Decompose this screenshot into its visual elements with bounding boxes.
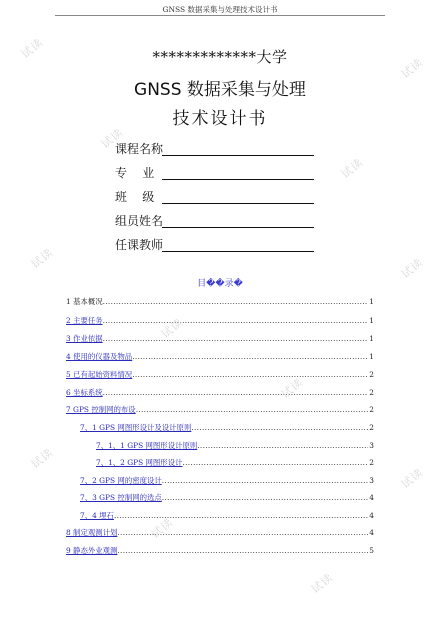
toc-entry[interactable]	[96, 457, 374, 469]
toc-entry[interactable]	[66, 296, 374, 308]
toc-entry-label: 7、4 埋石	[80, 511, 114, 520]
toc-entry[interactable]	[80, 475, 374, 487]
field-course-name	[115, 137, 320, 161]
field-teacher	[115, 233, 320, 257]
header-rule	[55, 15, 385, 16]
toc-entry[interactable]	[66, 404, 374, 416]
watermark: 试读	[278, 375, 306, 402]
toc-entry-label: 7、1、1 GPS 网图形设计原则	[96, 441, 198, 450]
field-major	[115, 161, 320, 185]
field-members	[115, 209, 320, 233]
field-label: 班 级	[115, 190, 155, 204]
toc-entry-label: 1 基本概况	[66, 297, 103, 306]
toc-entry[interactable]	[66, 387, 374, 399]
field-class	[115, 185, 320, 209]
toc-entry-page: 3	[369, 476, 374, 485]
toc-entry-page: 4	[369, 493, 374, 502]
toc-entry-page: 3	[369, 441, 374, 450]
toc-entry[interactable]	[80, 492, 374, 504]
toc-entry-label: 6 坐标系统	[66, 388, 103, 397]
toc-entry[interactable]	[66, 527, 374, 539]
watermark: 试读	[148, 515, 176, 542]
toc-entry-label: 2 主要任务	[66, 316, 103, 325]
toc-entry-page: 4	[369, 511, 374, 520]
toc-entry-label: 9 静态外业观测	[66, 546, 118, 555]
running-header: GNSS 数据采集与处理技术设计书	[162, 5, 278, 14]
toc-entry-label: 7、2 GPS 网的密度设计	[80, 476, 162, 485]
document-title-line1: GNSS 数据采集与处理	[134, 80, 306, 100]
toc-entry[interactable]	[66, 369, 374, 381]
toc-entry[interactable]	[66, 315, 374, 327]
field-blank-line	[162, 251, 314, 252]
document-title-line2: 技术设计书	[172, 109, 268, 129]
cover-info-form	[115, 137, 320, 257]
field-blank-line	[162, 155, 314, 156]
toc-entry-label: 7、1、2 GPS 网图形设计	[96, 458, 183, 467]
toc-entry-label: 4 使用的仪器及物品	[66, 352, 133, 361]
watermark: 试读	[28, 445, 56, 472]
watermark: 试读	[98, 125, 126, 152]
toc-entry-label: 7、3 GPS 控制网的选点	[80, 493, 162, 502]
toc-entry-label: 7、1 GPS 网图形设计及设计原则	[80, 423, 192, 432]
toc-entry[interactable]	[80, 510, 374, 522]
field-label: 课程名称	[115, 142, 164, 156]
watermark: 试读	[158, 315, 186, 342]
watermark: 试读	[398, 255, 426, 282]
toc-entry[interactable]	[96, 440, 374, 452]
watermark: 试读	[338, 155, 366, 182]
toc-entry-page: 1	[369, 334, 374, 343]
toc-entry-label: 8 制定观测计划	[66, 528, 118, 537]
toc-entry-page: 2	[369, 388, 374, 397]
watermark: 试读	[18, 35, 46, 62]
toc-entry[interactable]	[66, 333, 374, 345]
field-blank-line	[162, 203, 314, 204]
toc-entry-label: 7 GPS 控制网的布设	[66, 405, 136, 414]
field-blank-line	[162, 179, 314, 180]
toc-entry-page: 1	[369, 352, 374, 361]
toc-title: 目��录�	[197, 279, 243, 289]
toc-entry-page: 1	[369, 316, 374, 325]
toc-entry[interactable]	[66, 545, 374, 557]
field-label: 专 业	[115, 166, 155, 180]
toc-entry-label: 5 已有起始资料情况	[66, 370, 133, 379]
toc-entry[interactable]	[66, 351, 374, 363]
toc-entry-page: 1	[369, 297, 374, 306]
toc-entry-page: 2	[369, 370, 374, 379]
watermark: 试读	[398, 465, 426, 492]
field-label: 组员姓名	[115, 214, 164, 228]
watermark: 试读	[308, 570, 336, 597]
toc-entry-page: 4	[369, 528, 374, 537]
toc-entry-page: 5	[369, 546, 374, 555]
university-name: *************大学	[152, 48, 288, 66]
field-label: 任课教师	[115, 238, 164, 252]
watermark: 试读	[28, 245, 56, 272]
toc-entry-label: 3 作业依据	[66, 334, 103, 343]
field-blank-line	[162, 227, 314, 228]
toc-entry-page: 2	[369, 423, 374, 432]
toc-entry[interactable]	[80, 422, 374, 434]
toc-entry-page: 2	[369, 458, 374, 467]
toc-entry-page: 2	[369, 405, 374, 414]
watermark: 试读	[398, 55, 426, 82]
